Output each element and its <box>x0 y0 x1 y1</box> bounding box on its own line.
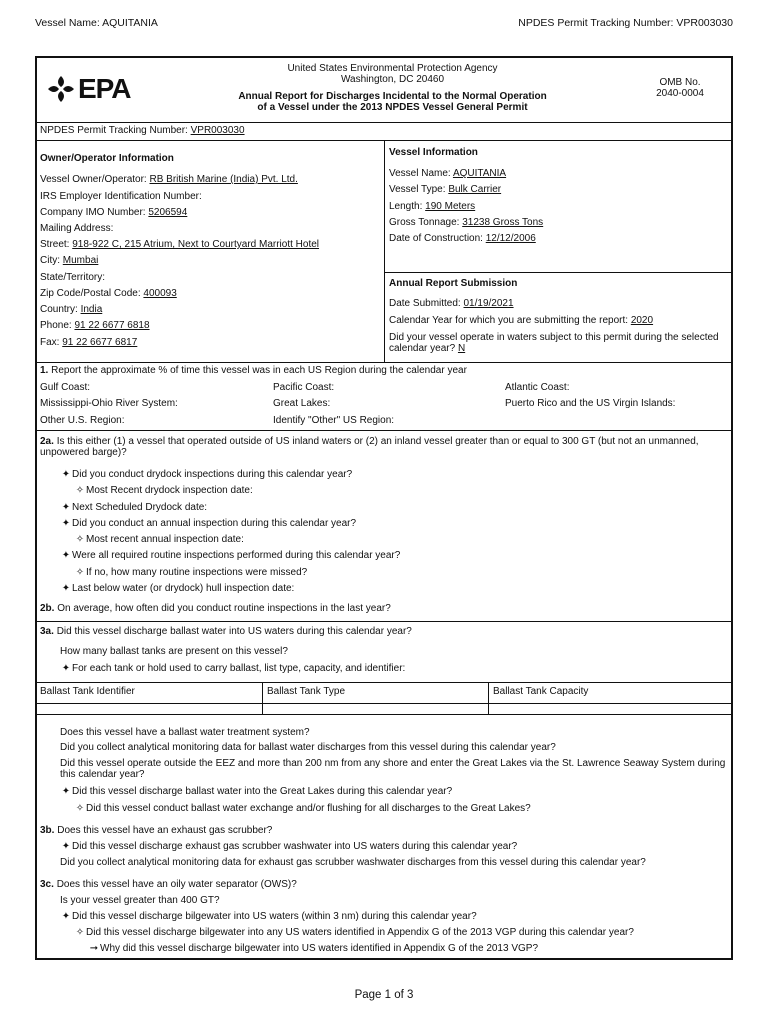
question-item-text: Did this vessel discharge bilgewater into US waters (within 3 nm) during this calendar year? <box>72 911 477 922</box>
question-item-text: Did this vessel conduct ballast water exchange and/or flushing for all discharges to the Great Lakes? <box>86 803 531 814</box>
black-four-pointed-star-icon: ✦ <box>61 469 71 480</box>
vessel-field-label: Length: <box>389 201 423 212</box>
question-item-text: Last below water (or drydock) hull inspection date: <box>72 583 295 594</box>
question-item-text: Is your vessel greater than 400 GT? <box>60 895 220 906</box>
vessel-field-value: 12/12/2006 <box>485 233 536 244</box>
omb-number: 2040-0004 <box>656 88 704 99</box>
submission-operate <box>389 332 727 354</box>
owner-field-label: Street: <box>40 239 70 250</box>
table-column-divider <box>488 682 489 714</box>
region-label: Mississippi-Ohio River System: <box>40 398 178 409</box>
question-item-text: Does this vessel have a ballast water treatment system? <box>60 727 310 738</box>
region-label: Puerto Rico and the US Virgin Islands: <box>505 398 676 409</box>
q2a-text <box>40 436 730 458</box>
submission-date-value: 01/19/2021 <box>463 298 514 309</box>
owner-field-row <box>40 255 98 267</box>
owner-field-row <box>40 174 298 186</box>
q3c-number: 3c. <box>40 879 54 890</box>
q3a-tank-list-question <box>60 663 405 675</box>
owner-field-row <box>40 320 150 332</box>
owner-field-label: State/Territory: <box>40 272 106 283</box>
vessel-field-label: Vessel Type: <box>389 184 446 195</box>
submission-year-label: Calendar Year for which you are submitting the report: <box>389 315 629 326</box>
owner-field-value: 5206594 <box>148 207 188 218</box>
question-item <box>60 583 294 595</box>
report-title-line1: Annual Report for Discharges Incidental to the Normal Operation <box>238 91 547 102</box>
question-item-text: Why did this vessel discharge bilgewater into US waters identified in Appendix G of the 2013 VGP? <box>100 943 539 954</box>
region-label: Identify "Other" US Region: <box>273 415 395 426</box>
vessel-heading: Vessel Information <box>389 147 478 158</box>
q3b-question: Does this vessel have an exhaust gas scrubber? <box>57 825 273 836</box>
omb-label: OMB No. <box>659 77 701 88</box>
q3a-tank-list-text: For each tank or hold used to carry ballast, list type, capacity, and identifier: <box>72 663 406 674</box>
owner-field-value: India <box>80 304 103 315</box>
divider <box>35 122 733 123</box>
q3b-number: 3b. <box>40 825 55 836</box>
q3c-text <box>40 879 297 891</box>
owner-field-label: Vessel Owner/Operator: <box>40 174 147 185</box>
question-item-text: Did you collect analytical monitoring data for ballast water discharges from this vessel during this calendar year? <box>60 742 556 753</box>
owner-field-row <box>40 272 105 284</box>
vessel-field-row <box>389 184 501 196</box>
epa-flower-icon <box>46 74 76 104</box>
q2a-number: 2a. <box>40 436 54 447</box>
q3a-text <box>40 626 412 638</box>
question-item-text: Did this vessel discharge ballast water into the Great Lakes during this calendar year? <box>72 786 453 797</box>
divider <box>35 430 733 431</box>
right-arrow-icon: ➞ <box>89 943 99 954</box>
q2b-text <box>40 603 391 615</box>
vessel-field-value: 31238 Gross Tons <box>462 217 544 228</box>
epa-logo-text: EPA <box>78 73 131 104</box>
divider <box>35 362 733 363</box>
agency-city: Washington, DC 20460 <box>340 74 445 85</box>
owner-field-row <box>40 207 187 219</box>
question-item <box>74 534 244 546</box>
q2a-question: Is this either (1) a vessel that operated outside of US inland waters or (2) an inland vessel greater than or equal to 300 GT (but not an unmanned, unpowered barge)? <box>40 436 699 458</box>
owner-field-label: Fax: <box>40 337 60 348</box>
black-four-pointed-star-icon: ✦ <box>61 911 71 922</box>
vessel-field-label: Gross Tonnage: <box>389 217 460 228</box>
question-item <box>88 943 538 955</box>
q2b-number: 2b. <box>40 603 55 614</box>
permit-row <box>40 125 245 137</box>
question-item <box>60 518 356 530</box>
white-four-pointed-star-icon: ✧ <box>75 927 85 938</box>
table-header-border <box>35 703 733 704</box>
region-label: Pacific Coast: <box>273 382 335 393</box>
owner-field-value: 91 22 6677 6818 <box>74 320 150 331</box>
owner-field-label: Phone: <box>40 320 72 331</box>
q3a-number: 3a. <box>40 626 54 637</box>
question-item <box>60 727 310 739</box>
question-item-text: Did this vessel discharge bilgewater into any US waters identified in Appendix G of the 2013 VGP during this calendar year? <box>86 927 634 938</box>
question-item-text: Most Recent drydock inspection date: <box>86 485 253 496</box>
q3a-question: Did this vessel discharge ballast water into US waters during this calendar year? <box>56 626 412 637</box>
submission-year-value: 2020 <box>630 315 654 326</box>
vessel-field-label: Date of Construction: <box>389 233 483 244</box>
submission-operate-label: Did your vessel operate in waters subject to this permit during the selected calendar year? <box>389 332 719 354</box>
submission-year <box>389 315 653 327</box>
running-header-vessel-name: Vessel Name: AQUITANIA <box>35 17 158 29</box>
question-item <box>60 857 646 869</box>
page-number: Page 1 of 3 <box>354 989 414 1001</box>
question-item <box>60 758 728 780</box>
owner-field-label: Zip Code/Postal Code: <box>40 288 141 299</box>
question-item <box>60 841 517 853</box>
question-item <box>74 485 253 497</box>
black-four-pointed-star-icon: ✦ <box>61 786 71 797</box>
submission-date <box>389 298 514 310</box>
vessel-field-value: 190 Meters <box>425 201 476 212</box>
question-item-text: Did you collect analytical monitoring data for exhaust gas scrubber washwater discharges from this vessel during this calendar year? <box>60 857 646 868</box>
table-header-type: Ballast Tank Type <box>267 686 346 697</box>
vessel-field-value: Bulk Carrier <box>448 184 502 195</box>
owner-field-value: 918-922 C, 215 Atrium, Next to Courtyard Marriott Hotel <box>72 239 320 250</box>
white-four-pointed-star-icon: ✧ <box>75 567 85 578</box>
owner-field-row <box>40 223 113 235</box>
owner-field-label: IRS Employer Identification Number: <box>40 191 202 202</box>
q1-question: Report the approximate % of time this vessel was in each US Region during the calendar year <box>51 365 467 376</box>
q2b-question: On average, how often did you conduct routine inspections in the last year? <box>57 603 391 614</box>
column-divider <box>384 140 385 362</box>
table-column-divider <box>262 682 263 714</box>
vessel-field-label: Vessel Name: <box>389 168 451 179</box>
q1-number: 1. <box>40 365 49 376</box>
question-item <box>74 567 307 579</box>
owner-field-row <box>40 239 319 251</box>
black-four-pointed-star-icon: ✦ <box>61 663 71 674</box>
question-item <box>74 927 634 939</box>
submission-operate-value: N <box>457 343 466 354</box>
vessel-field-value: AQUITANIA <box>452 168 507 179</box>
q3a-tanks-question: How many ballast tanks are present on this vessel? <box>60 646 288 657</box>
owner-field-label: City: <box>40 255 60 266</box>
white-four-pointed-star-icon: ✧ <box>75 485 85 496</box>
question-item <box>60 911 477 923</box>
table-header-identifier: Ballast Tank Identifier <box>40 686 135 697</box>
owner-field-row <box>40 337 137 349</box>
question-item-text: Next Scheduled Drydock date: <box>72 502 208 513</box>
owner-field-label: Country: <box>40 304 78 315</box>
divider <box>35 621 733 622</box>
question-item <box>74 803 531 815</box>
owner-field-label: Company IMO Number: <box>40 207 146 218</box>
black-four-pointed-star-icon: ✦ <box>61 841 71 852</box>
epa-logo <box>46 74 76 107</box>
white-four-pointed-star-icon: ✧ <box>75 534 85 545</box>
agency-name: United States Environmental Protection Agency <box>287 63 498 74</box>
question-item-text: Most recent annual inspection date: <box>86 534 244 545</box>
q3c-question: Does this vessel have an oily water separator (OWS)? <box>56 879 297 890</box>
owner-field-value: RB British Marine (India) Pvt. Ltd. <box>149 174 298 185</box>
black-four-pointed-star-icon: ✦ <box>61 550 71 561</box>
submission-date-label: Date Submitted: <box>389 298 461 309</box>
question-item-text: Did this vessel discharge exhaust gas scrubber washwater into US waters during this calendar year? <box>72 841 518 852</box>
question-item <box>60 786 452 798</box>
permit-value: VPR003030 <box>190 125 245 136</box>
owner-field-row <box>40 288 177 300</box>
question-item-text: Were all required routine inspections performed during this calendar year? <box>72 550 401 561</box>
black-four-pointed-star-icon: ✦ <box>61 583 71 594</box>
white-four-pointed-star-icon: ✧ <box>75 803 85 814</box>
owner-field-row <box>40 304 102 316</box>
region-label: Great Lakes: <box>273 398 331 409</box>
permit-label: NPDES Permit Tracking Number: <box>40 125 188 136</box>
submission-heading: Annual Report Submission <box>389 278 518 289</box>
running-header-permit-number: NPDES Permit Tracking Number: VPR003030 <box>518 17 733 29</box>
vessel-field-row <box>389 168 506 180</box>
vessel-field-row <box>389 233 536 245</box>
region-label: Atlantic Coast: <box>505 382 570 393</box>
question-item <box>60 502 207 514</box>
question-item <box>60 742 556 754</box>
table-bottom-border <box>35 714 733 715</box>
table-header-capacity: Ballast Tank Capacity <box>493 686 589 697</box>
owner-heading: Owner/Operator Information <box>40 153 174 164</box>
region-label: Other U.S. Region: <box>40 415 125 426</box>
owner-field-label: Mailing Address: <box>40 223 114 234</box>
question-item <box>60 895 220 907</box>
divider <box>384 272 733 273</box>
region-label: Gulf Coast: <box>40 382 91 393</box>
owner-field-row <box>40 191 202 203</box>
question-item-text: Did you conduct drydock inspections during this calendar year? <box>72 469 353 480</box>
vessel-field-row <box>389 217 543 229</box>
report-title-line2: of a Vessel under the 2013 NPDES Vessel General Permit <box>257 102 528 113</box>
black-four-pointed-star-icon: ✦ <box>61 502 71 513</box>
black-four-pointed-star-icon: ✦ <box>61 518 71 529</box>
question-item <box>60 550 400 562</box>
question-item-text: If no, how many routine inspections were missed? <box>86 567 308 578</box>
vessel-field-row <box>389 201 475 213</box>
table-top-border <box>35 682 733 683</box>
owner-field-value: 400093 <box>143 288 177 299</box>
q3b-text <box>40 825 272 837</box>
question-item-text: Did this vessel operate outside the EEZ and more than 200 nm from any shore and enter the Great Lakes via the St. Lawrence Seaway System during this calendar year? <box>60 758 726 780</box>
owner-field-value: Mumbai <box>62 255 99 266</box>
q1-text <box>40 365 467 377</box>
owner-field-value: 91 22 6677 6817 <box>62 337 138 348</box>
question-item-text: Did you conduct an annual inspection during this calendar year? <box>72 518 357 529</box>
question-item <box>60 469 352 481</box>
